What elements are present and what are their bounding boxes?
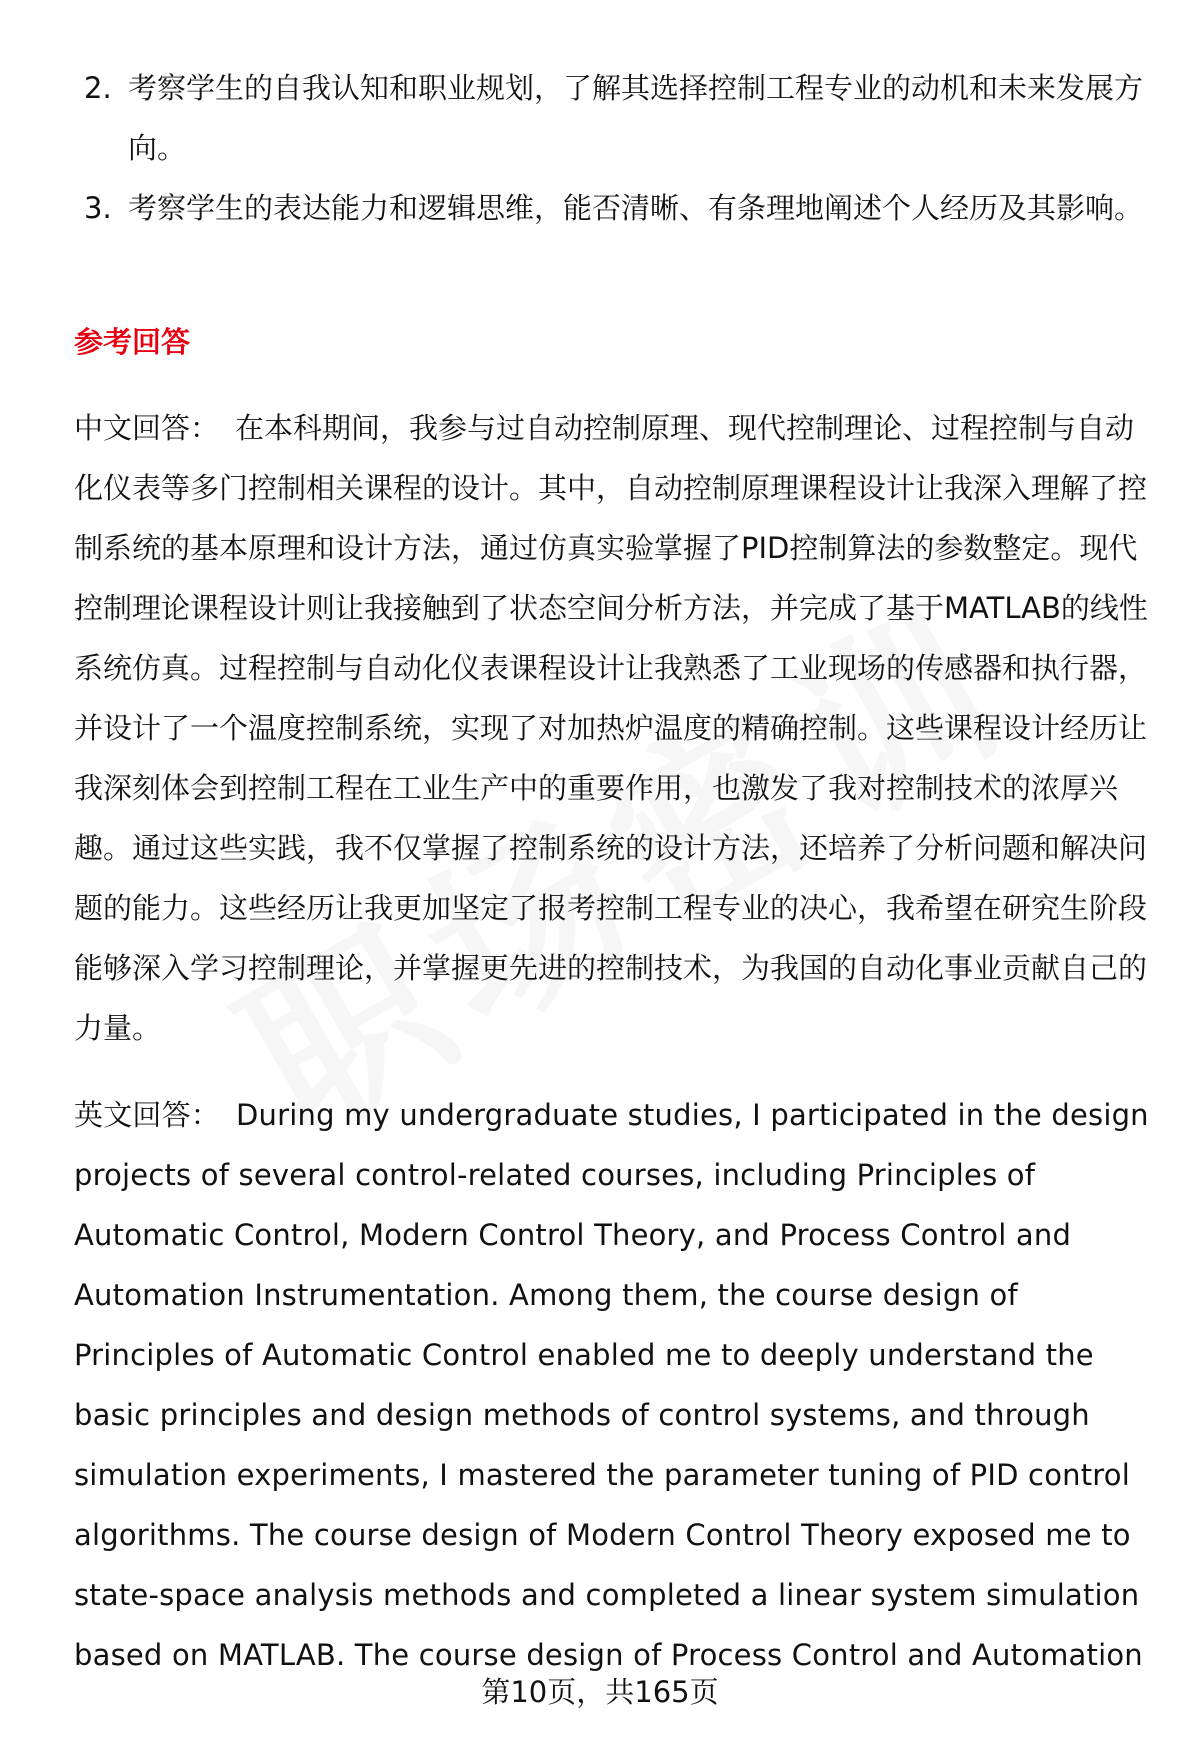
chinese-answer-label: 中文回答： [74,411,220,445]
list-item-text: 考察学生的表达能力和逻辑思维，能否清晰、有条理地阐述个人经历及其影响。 [128,191,1144,225]
reference-answer-heading: 参考回答 [74,325,191,359]
chinese-answer-text: 在本科期间，我参与过自动控制原理、现代控制理论、过程控制与自动化仪表等多门控制相关课程的设计。其中，自动控制原理课程设计让我深入理解了控制系统的基本原理和设计方法，通过仿真实验掌握了PID控制算法的参数整定。现代控制理论课程设计则让我接触到了状态空间分析方法，并完成了基于MATLAB的线性系统仿真。过程控制与自动化仪表课程设计让我熟悉了工业现场的传感器和执行器，并设计了一个温度控制系统，实现了对加热炉温度的精确控制。这些课程设计经历让我深刻体会到控制工程在工业生产中的重要作用，也激发了我对控制技术的浓厚兴趣。通过这些实践，我不仅掌握了控制系统的设计方法，还培养了分析问题和解决问题的能力。这些经历让我更加坚定了报考控制工程专业的决心，我希望在研究生阶段能够深入学习控制理论，并掌握更先进的控制技术，为我国的自动化事业贡献自己的力量。 [74,411,1148,1045]
list-item [74,58,1154,178]
english-answer-paragraph [74,1085,1159,1685]
list-item-number: 2. [84,71,112,105]
list-item [74,178,1154,238]
page-number-footer: 第10页，共165页 [481,1675,719,1709]
english-answer-label: 英文回答： [74,1098,221,1132]
list-item-number: 3. [84,191,112,225]
list-item-text: 考察学生的自我认知和职业规划，了解其选择控制工程专业的动机和未来发展方向。 [128,71,1144,165]
english-answer-text: During my undergraduate studies, I participated in the design projects of several control-related courses, including Principles of Automatic Control, Modern Control Theory, and Process Control and Automation Instrumentation. Among them, the course design of Principles of Automatic Control enabled me to deeply understand the basic principles and design methods of control systems, and through simulation experiments, I mastered the parameter tuning of PID control algorithms. The course design of Modern Control Theory exposed me to state-space analysis methods and completed a linear system simulation based on MATLAB. The course design of Process Control and Automation [74,1098,1149,1672]
chinese-answer-paragraph [74,398,1159,1058]
evaluation-criteria-list [74,58,1154,238]
